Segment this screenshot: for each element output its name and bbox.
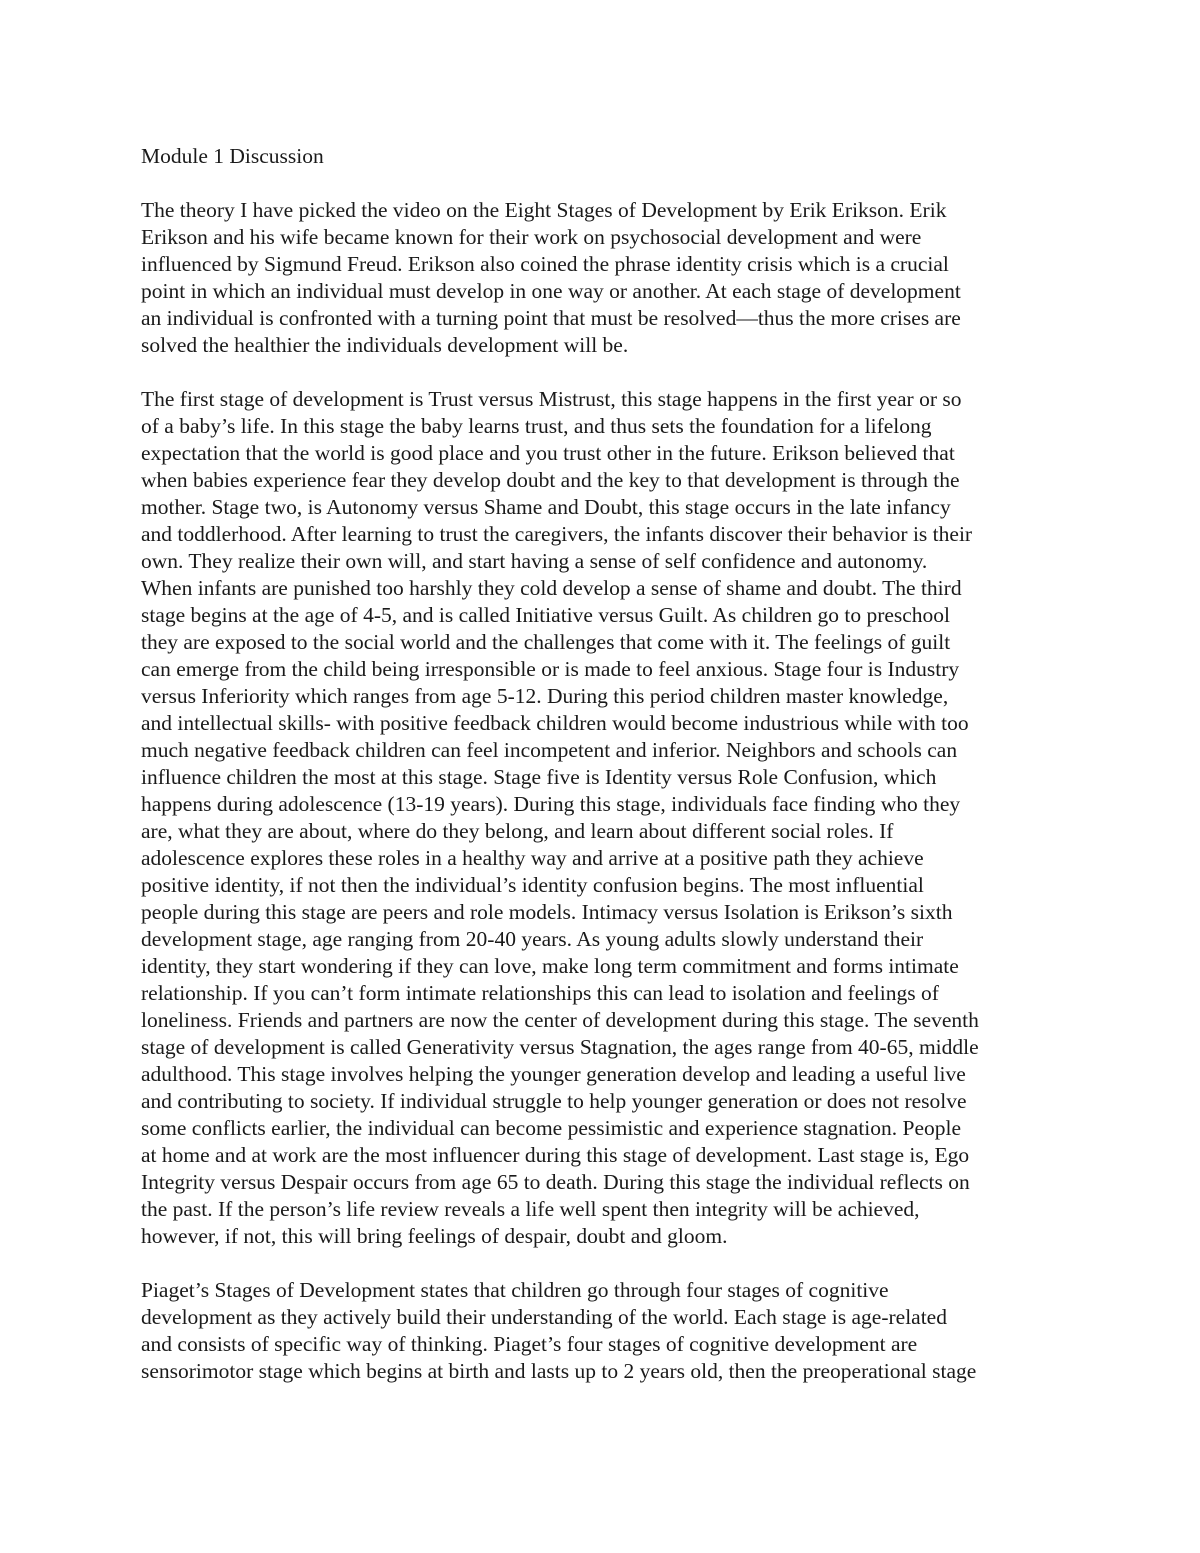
text-line: happens during adolescence (13-19 years). During this stage, individuals face finding who they <box>141 792 961 816</box>
text-line: however, if not, this will bring feelings of despair, doubt and gloom. <box>141 1224 728 1248</box>
text-line: The first stage of development is Trust versus Mistrust, this stage happens in the first year or so <box>141 387 962 411</box>
text-line: stage of development is called Generativity versus Stagnation, the ages range from 40-65, middle <box>141 1035 979 1059</box>
text-line: an individual is confronted with a turning point that must be resolved—thus the more crises are <box>141 306 961 330</box>
text-line: loneliness. Friends and partners are now the center of development during this stage. The seventh <box>141 1008 979 1032</box>
body-paragraph <box>141 1277 1086 1385</box>
text-line: point in which an individual must develop in one way or another. At each stage of development <box>141 279 961 303</box>
document-title: Module 1 Discussion <box>141 144 324 168</box>
text-line: they are exposed to the social world and the challenges that come with it. The feelings of guilt <box>141 630 951 654</box>
text-line: expectation that the world is good place and you trust other in the future. Erikson believed that <box>141 441 955 465</box>
document-body <box>141 143 1086 1385</box>
text-line: influence children the most at this stage. Stage five is Identity versus Role Confusion, which <box>141 765 937 789</box>
text-line: development stage, age ranging from 20-40 years. As young adults slowly understand their <box>141 927 924 951</box>
text-line: adolescence explores these roles in a healthy way and arrive at a positive path they achieve <box>141 846 924 870</box>
text-line: adulthood. This stage involves helping the younger generation develop and leading a useful live <box>141 1062 966 1086</box>
text-line: at home and at work are the most influencer during this stage of development. Last stage is, Ego <box>141 1143 970 1167</box>
body-paragraph <box>141 386 1086 1250</box>
text-line: Integrity versus Despair occurs from age 65 to death. During this stage the individual reflects on <box>141 1170 970 1194</box>
text-line: the past. If the person’s life review reveals a life well spent then integrity will be achieved, <box>141 1197 920 1221</box>
text-line: influenced by Sigmund Freud. Erikson also coined the phrase identity crisis which is a crucial <box>141 252 949 276</box>
text-line: relationship. If you can’t form intimate relationships this can lead to isolation and feelings of <box>141 981 939 1005</box>
text-line: stage begins at the age of 4-5, and is called Initiative versus Guilt. As children go to preschool <box>141 603 951 627</box>
text-line: own. They realize their own will, and start having a sense of self confidence and autonomy. <box>141 549 928 573</box>
text-line: When infants are punished too harshly they cold develop a sense of shame and doubt. The third <box>141 576 962 600</box>
text-line: identity, they start wondering if they can love, make long term commitment and forms intimate <box>141 954 959 978</box>
text-line: Erikson and his wife became known for their work on psychosocial development and were <box>141 225 922 249</box>
text-line: sensorimotor stage which begins at birth and lasts up to 2 years old, then the preoperational stage <box>141 1359 977 1383</box>
paragraphs-container <box>141 197 1086 1385</box>
text-line: and toddlerhood. After learning to trust the caregivers, the infants discover their behavior is their <box>141 522 973 546</box>
text-line: and intellectual skills- with positive feedback children would become industrious while with too <box>141 711 969 735</box>
text-line: Piaget’s Stages of Development states that children go through four stages of cognitive <box>141 1278 889 1302</box>
text-line: some conflicts earlier, the individual can become pessimistic and experience stagnation. People <box>141 1116 962 1140</box>
body-paragraph <box>141 197 1086 359</box>
text-line: solved the healthier the individuals development will be. <box>141 333 629 357</box>
text-line: when babies experience fear they develop doubt and the key to that development is through the <box>141 468 960 492</box>
text-line: The theory I have picked the video on the Eight Stages of Development by Erik Erikson. Erik <box>141 198 947 222</box>
text-line: are, what they are about, where do they belong, and learn about different social roles. If <box>141 819 894 843</box>
text-line: mother. Stage two, is Autonomy versus Shame and Doubt, this stage occurs in the late infancy <box>141 495 951 519</box>
text-line: people during this stage are peers and role models. Intimacy versus Isolation is Erikson’s sixth <box>141 900 953 924</box>
text-line: development as they actively build their understanding of the world. Each stage is age-related <box>141 1305 947 1329</box>
text-line: and consists of specific way of thinking. Piaget’s four stages of cognitive development are <box>141 1332 918 1356</box>
text-line: positive identity, if not then the individual’s identity confusion begins. The most influential <box>141 873 924 897</box>
text-line: versus Inferiority which ranges from age 5-12. During this period children master knowledge, <box>141 684 949 708</box>
text-line: can emerge from the child being irresponsible or is made to feel anxious. Stage four is Industry <box>141 657 960 681</box>
text-line: and contributing to society. If individual struggle to help younger generation or does not resolve <box>141 1089 967 1113</box>
text-line: of a baby’s life. In this stage the baby learns trust, and thus sets the foundation for a lifelong <box>141 414 932 438</box>
text-line: much negative feedback children can feel incompetent and inferior. Neighbors and schools can <box>141 738 958 762</box>
